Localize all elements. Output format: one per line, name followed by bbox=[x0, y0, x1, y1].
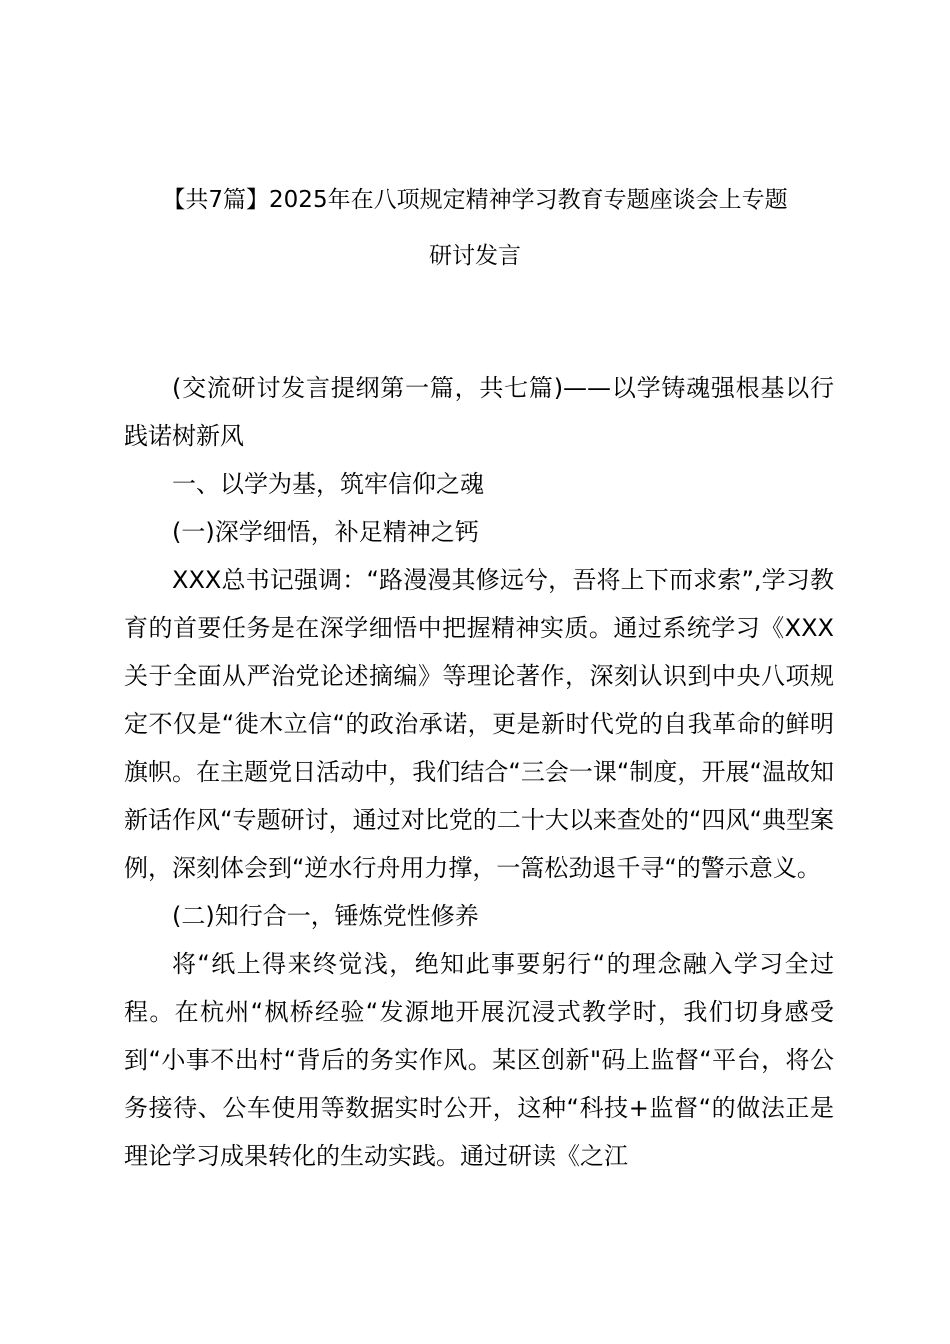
document-body bbox=[124, 364, 834, 1180]
section-heading: 一、以学为基，筑牢信仰之魂 bbox=[172, 470, 484, 498]
document-title bbox=[110, 172, 840, 284]
body-paragraph: XXX总书记强调：“路漫漫其修远兮，吾将上下而求索”,学习教育的首要任务是在深学细悟中把握精神实质。通过系统学习《XXX关于全面从严治党论述摘编》等理论著作，深刻认识到中央八项规定不仅是“徙木立信“的政治承诺，更是新时代党的自我革命的鲜明旗帜。在主题党日活动中，我们结合“三会一课“制度，开展“温故知新话作风“专题研讨，通过对比党的二十大以来查处的“四风“典型案例，深刻体会到“逆水行舟用力撑，一篙松劲退千寻“的警示意义。 bbox=[124, 566, 834, 882]
body-paragraph: 将“纸上得来终觉浅，绝知此事要躬行“的理念融入学习全过程。在杭州“枫桥经验“发源地开展沉浸式教学时，我们切身感受到“小事不出村“背后的务实作风。某区创新"码上监督“平台，将公务接待、公车使用等数据实时公开，这种“科技+监督“的做法正是理论学习成果转化的生动实践。通过研读《之江 bbox=[124, 950, 834, 1170]
subtitle-paragraph: (交流研讨发言提纲第一篇，共七篇)——以学铸魂强根基以行践诺树新风 bbox=[124, 374, 834, 450]
subsection-heading: (一)深学细悟，补足精神之钙 bbox=[172, 518, 479, 546]
title-line-2: 研讨发言 bbox=[429, 243, 521, 269]
title-line-1: 【共7篇】2025年在八项规定精神学习教育专题座谈会上专题 bbox=[162, 187, 788, 213]
subsection-heading: (二)知行合一，锤炼党性修养 bbox=[172, 902, 479, 930]
